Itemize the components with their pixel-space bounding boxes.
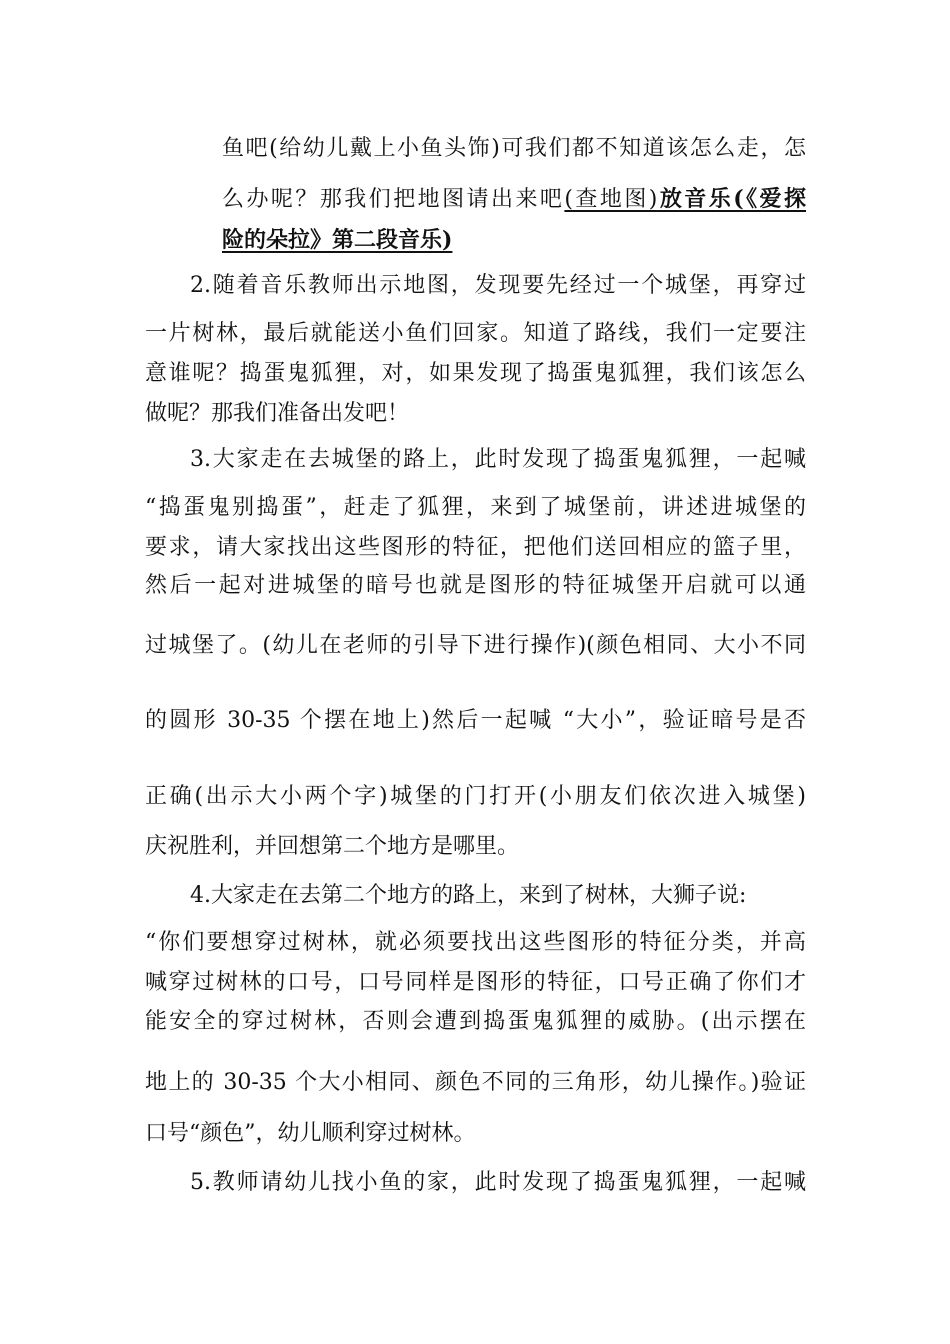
text-line xyxy=(145,566,806,606)
text-line xyxy=(145,394,806,434)
paragraph-start-line xyxy=(190,1163,806,1203)
text-run: 然后一起对进城堡的暗号也就是图形的特征城堡开启就可以通 xyxy=(145,573,806,598)
text-run: 3.大家走在去城堡的路上，此时发现了捣蛋鬼狐狸，一起喊 xyxy=(190,447,806,472)
text-run: 鱼吧(给幼儿戴上小鱼头饰)可我们都不知道该怎么走，怎 xyxy=(222,136,806,161)
text-line xyxy=(222,129,806,169)
paragraph-start-line xyxy=(190,266,806,306)
text-line xyxy=(145,528,806,568)
text-line xyxy=(145,777,806,817)
text-run: 能安全的穿过树林，否则会遭到捣蛋鬼狐狸的威胁。(出示摆在 xyxy=(145,1009,806,1034)
text-line xyxy=(145,963,806,1003)
text-line xyxy=(145,1114,806,1154)
text-run: 口号“颜色”，幼儿顺利穿过树林。 xyxy=(145,1121,476,1146)
text-run: 2.随着音乐教师出示地图，发现要先经过一个城堡，再穿过 xyxy=(190,273,806,298)
text-line xyxy=(145,314,806,354)
text-run: 一片树林，最后就能送小鱼们回家。知道了路线，我们一定要注 xyxy=(145,321,806,346)
text-run: 4.大家走在去第二个地方的路上，来到了树林，大狮子说: xyxy=(190,883,747,908)
text-run: 地上的 30-35 个大小相同、颜色不同的三角形，幼儿操作。)验证 xyxy=(145,1070,806,1095)
text-run: “你们要想穿过树林，就必须要找出这些图形的特征分类，并高 xyxy=(145,930,806,955)
text-line xyxy=(145,1063,806,1103)
text-run: 做呢？那我们准备出发吧！ xyxy=(145,401,410,426)
text-line xyxy=(145,354,806,394)
text-line xyxy=(222,220,806,260)
text-run: “捣蛋鬼别捣蛋”，赶走了狐狸，来到了城堡前，讲述进城堡的 xyxy=(145,495,806,520)
paragraph-start-line xyxy=(190,876,806,916)
bold-underlined-text-run: 放音乐(《爱探 xyxy=(657,186,806,212)
text-run: 意谁呢？捣蛋鬼狐狸，对，如果发现了捣蛋鬼狐狸，我们该怎么 xyxy=(145,361,806,386)
text-line xyxy=(145,701,806,741)
text-line xyxy=(222,179,806,219)
text-run: 喊穿过树林的口号，口号同样是图形的特征，口号正确了你们才 xyxy=(145,970,806,995)
paragraph-start-line xyxy=(190,440,806,480)
text-line xyxy=(145,1002,806,1042)
text-line xyxy=(145,827,806,867)
text-line xyxy=(145,923,806,963)
text-run: 么办呢？那我们把地图请出来吧 xyxy=(222,187,565,212)
text-line xyxy=(145,488,806,528)
underlined-text-run: (查地图) xyxy=(564,187,658,212)
text-run: 庆祝胜利，并回想第二个地方是哪里。 xyxy=(145,834,520,859)
bold-underlined-text-run: 险的朵拉》第二段音乐) xyxy=(222,227,453,253)
text-line xyxy=(145,626,806,666)
text-run: 正确(出示大小两个字)城堡的门打开(小朋友们依次进入城堡) xyxy=(145,784,806,809)
text-run: 5.教师请幼儿找小鱼的家，此时发现了捣蛋鬼狐狸，一起喊 xyxy=(190,1170,806,1195)
text-run: 要求，请大家找出这些图形的特征，把他们送回相应的篮子里， xyxy=(145,535,806,560)
text-run: 过城堡了。(幼儿在老师的引导下进行操作)(颜色相同、大小不同 xyxy=(145,633,806,658)
text-run: 的圆形 30-35 个摆在地上)然后一起喊 “大小”，验证暗号是否 xyxy=(145,708,806,733)
